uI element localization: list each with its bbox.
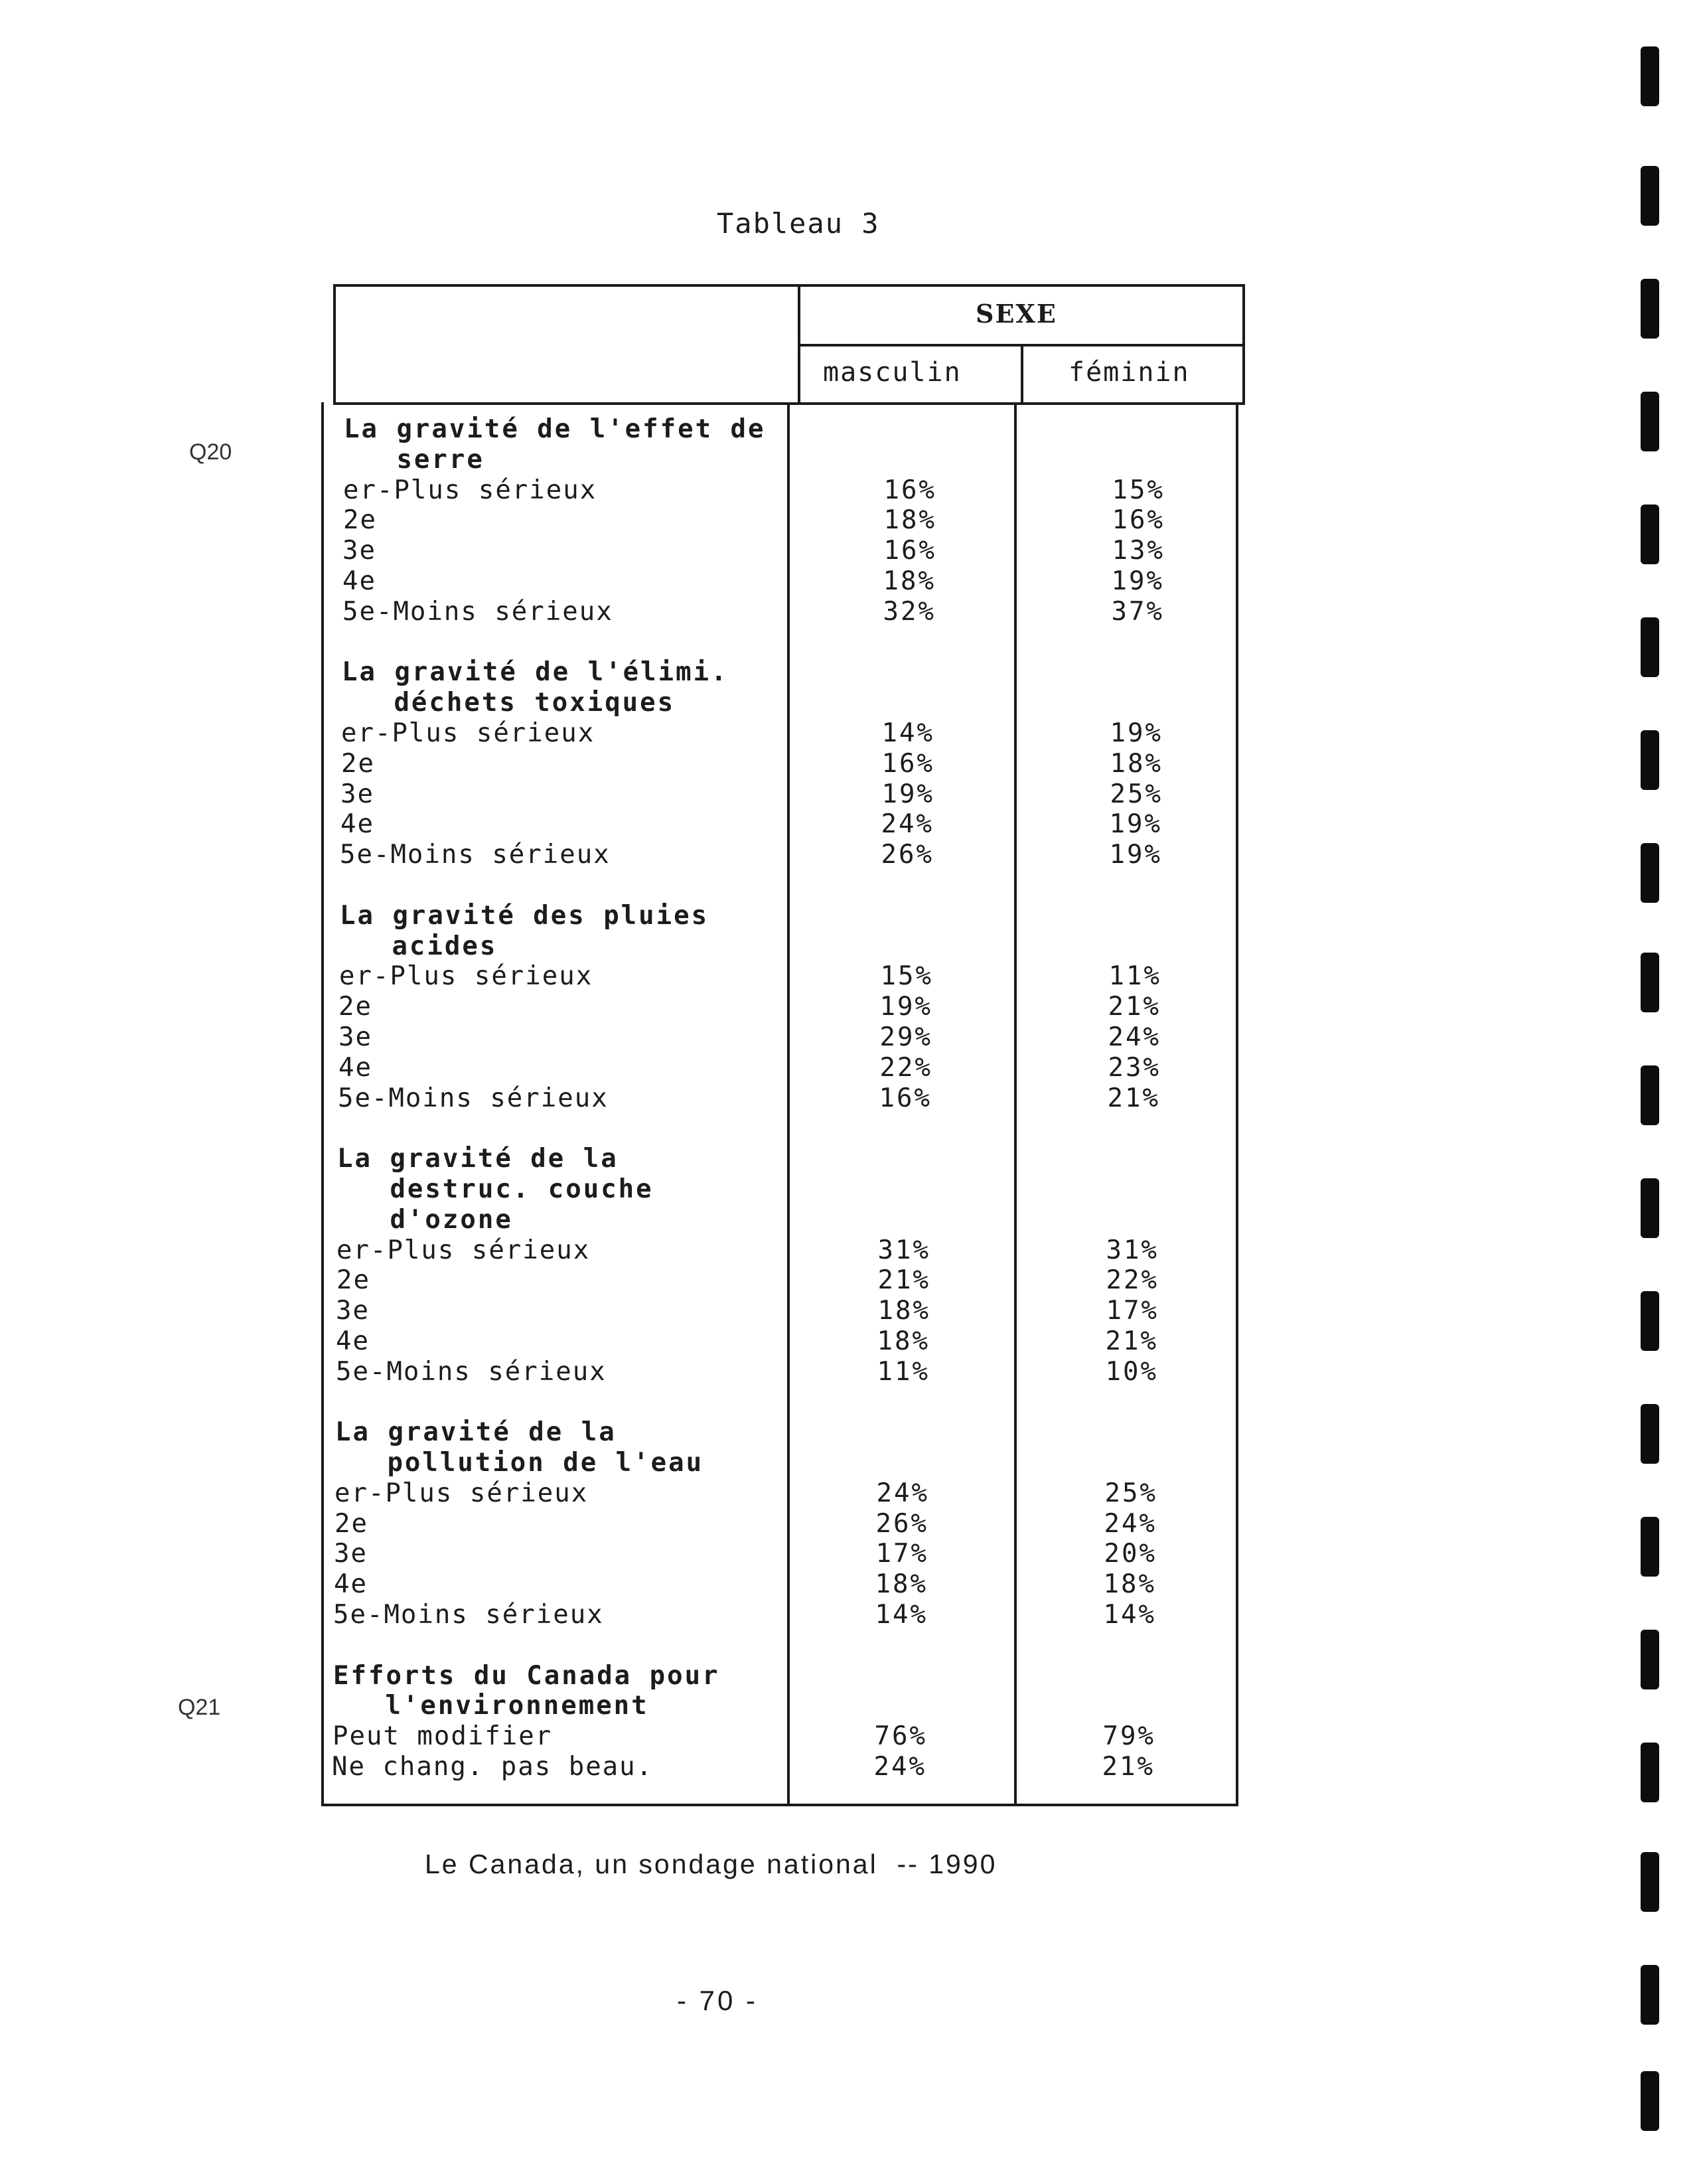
row-label: 4e	[336, 1326, 370, 1356]
cell-feminin: 21%	[1108, 992, 1161, 1022]
table-row	[0, 505, 1697, 536]
row-label: er-Plus sérieux	[343, 475, 597, 505]
row-label: 3e	[336, 1296, 370, 1326]
binder-hole-mark	[1641, 1852, 1659, 1912]
question-text: La gravité de l'élimi.	[342, 657, 729, 688]
table-row	[0, 1265, 1697, 1296]
page-number: - 70 -	[677, 1985, 759, 2016]
table-row	[0, 779, 1697, 810]
cell-feminin: 21%	[1102, 1752, 1155, 1782]
table-row	[0, 1539, 1697, 1569]
row-label: Ne chang. pas beau.	[332, 1752, 654, 1782]
question-row	[0, 1691, 1697, 1721]
row-label: 3e	[340, 779, 374, 809]
cell-feminin: 31%	[1106, 1235, 1159, 1265]
question-text: l'environnement	[332, 1691, 649, 1721]
table-row	[0, 1752, 1697, 1782]
row-label: 2e	[334, 1508, 368, 1539]
binder-hole-mark	[1641, 505, 1659, 564]
footer-caption: Le Canada, un sondage national -- 1990	[425, 1849, 997, 1879]
cell-masculin: 15%	[880, 961, 933, 992]
cell-feminin: 24%	[1108, 1022, 1161, 1052]
question-text: La gravité de la	[335, 1417, 617, 1448]
cell-feminin: 24%	[1104, 1508, 1157, 1539]
cell-masculin: 11%	[877, 1356, 930, 1387]
table-bottom-border	[321, 1804, 1238, 1806]
table-row	[0, 475, 1697, 506]
cell-feminin: 18%	[1103, 1569, 1156, 1600]
row-spacer	[0, 1630, 1697, 1661]
question-text: La gravité de la	[337, 1144, 619, 1174]
row-spacer	[0, 627, 1697, 658]
cell-masculin: 17%	[875, 1539, 928, 1569]
cell-feminin: 21%	[1105, 1326, 1158, 1356]
cell-feminin: 21%	[1107, 1083, 1160, 1113]
binder-hole-mark	[1641, 46, 1659, 106]
binder-hole-mark	[1641, 1404, 1659, 1464]
cell-masculin: 24%	[876, 1478, 929, 1508]
cell-masculin: 26%	[875, 1508, 928, 1539]
binder-hole-mark	[1641, 1965, 1659, 2025]
question-label-q21: Q21	[178, 1695, 221, 1720]
question-row	[0, 1417, 1697, 1448]
row-label: Peut modifier	[332, 1721, 553, 1752]
cell-masculin: 21%	[877, 1265, 930, 1296]
table-row	[0, 1357, 1697, 1387]
binder-hole-mark	[1641, 166, 1659, 226]
cell-masculin: 16%	[883, 536, 936, 566]
row-label: 2e	[336, 1265, 370, 1296]
table-row	[0, 1569, 1697, 1600]
cell-feminin: 18%	[1110, 748, 1163, 779]
cell-masculin: 32%	[883, 596, 936, 627]
cell-masculin: 24%	[873, 1752, 926, 1782]
cell-feminin: 25%	[1110, 779, 1163, 809]
table-row	[0, 1083, 1697, 1114]
row-spacer	[0, 870, 1697, 901]
cell-feminin: 17%	[1106, 1296, 1159, 1326]
row-label: 4e	[342, 566, 376, 596]
col-divider-2-top	[1021, 344, 1023, 405]
binder-hole-mark	[1641, 843, 1659, 903]
binder-hole-mark	[1641, 617, 1659, 677]
question-row	[0, 1144, 1697, 1174]
cell-feminin: 79%	[1102, 1721, 1155, 1752]
question-label-q20: Q20	[189, 439, 232, 465]
question-row	[0, 931, 1697, 962]
cell-masculin: 26%	[881, 840, 934, 870]
question-text: acides	[339, 931, 498, 961]
cell-masculin: 29%	[879, 1022, 932, 1052]
row-label: 3e	[342, 536, 376, 566]
cell-feminin: 14%	[1103, 1600, 1156, 1630]
question-row	[0, 901, 1697, 931]
cell-masculin: 18%	[877, 1326, 930, 1356]
row-label: 5e-Moins sérieux	[333, 1600, 604, 1630]
cell-feminin: 19%	[1109, 809, 1162, 840]
question-text: destruc. couche	[337, 1174, 654, 1204]
cell-feminin: 19%	[1111, 566, 1164, 596]
table-row	[0, 1600, 1697, 1630]
binder-hole-mark	[1641, 1291, 1659, 1351]
row-label: 5e-Moins sérieux	[340, 840, 611, 870]
table-row	[0, 1509, 1697, 1539]
cell-masculin: 19%	[879, 992, 932, 1022]
row-label: 4e	[334, 1569, 368, 1600]
row-label: 4e	[340, 809, 374, 840]
table-row	[0, 749, 1697, 779]
row-label: 2e	[343, 505, 377, 536]
row-label: 5e-Moins sérieux	[336, 1356, 607, 1387]
cell-masculin: 19%	[881, 779, 934, 809]
question-text: serre	[344, 444, 484, 475]
column-header-masculin: masculin	[823, 357, 962, 388]
question-row	[0, 1661, 1697, 1691]
table-row	[0, 1721, 1697, 1752]
cell-masculin: 31%	[877, 1235, 930, 1265]
col-divider-1-top	[798, 284, 800, 405]
cell-feminin: 25%	[1104, 1478, 1157, 1508]
binder-hole-mark	[1641, 730, 1659, 790]
cell-feminin: 13%	[1112, 536, 1165, 566]
table-row	[0, 840, 1697, 870]
row-label: 5e-Moins sérieux	[338, 1083, 609, 1113]
table-row	[0, 536, 1697, 566]
cell-masculin: 22%	[879, 1052, 932, 1083]
table-row	[0, 566, 1697, 597]
binder-hole-mark	[1641, 1065, 1659, 1125]
cell-feminin: 19%	[1110, 718, 1163, 748]
cell-masculin: 16%	[879, 1083, 932, 1113]
question-row	[0, 657, 1697, 688]
table-top-border	[333, 284, 1245, 287]
cell-masculin: 18%	[877, 1296, 930, 1326]
binder-hole-mark	[1641, 279, 1659, 339]
cell-masculin: 24%	[881, 809, 934, 840]
cell-masculin: 14%	[881, 718, 934, 748]
table-row	[0, 1053, 1697, 1083]
cell-feminin: 37%	[1111, 596, 1164, 627]
row-label: er-Plus sérieux	[339, 961, 593, 992]
question-text: La gravité des pluies	[340, 900, 709, 931]
question-row	[0, 445, 1697, 475]
binder-hole-mark	[1641, 392, 1659, 451]
question-row	[0, 1448, 1697, 1478]
cell-feminin: 16%	[1112, 505, 1165, 536]
cell-feminin: 19%	[1109, 840, 1162, 870]
table-row	[0, 809, 1697, 840]
question-text: La gravité de l'effet de	[344, 414, 766, 444]
table-row	[0, 718, 1697, 749]
cell-feminin: 15%	[1112, 475, 1165, 505]
table-row	[0, 1326, 1697, 1357]
question-text: pollution de l'eau	[334, 1448, 704, 1478]
row-label: 2e	[341, 748, 375, 779]
group-header-sexe: SEXE	[976, 299, 1057, 329]
cell-masculin: 76%	[874, 1721, 927, 1752]
cell-feminin: 20%	[1104, 1539, 1157, 1569]
column-header-feminin: féminin	[1069, 357, 1190, 388]
row-label: er-Plus sérieux	[341, 718, 595, 748]
question-row	[0, 1174, 1697, 1205]
question-text: Efforts du Canada pour	[333, 1660, 720, 1691]
binder-hole-mark	[1641, 1743, 1659, 1802]
table-row	[0, 1296, 1697, 1326]
table-row	[0, 1478, 1697, 1509]
row-label: 2e	[338, 992, 372, 1022]
row-label: 3e	[338, 1022, 372, 1052]
cell-masculin: 14%	[875, 1600, 928, 1630]
right-border-top	[1242, 284, 1245, 405]
cell-masculin: 16%	[881, 748, 934, 779]
cell-feminin: 23%	[1108, 1052, 1161, 1083]
question-row	[0, 1205, 1697, 1235]
cell-feminin: 11%	[1108, 961, 1161, 992]
row-label: 5e-Moins sérieux	[342, 596, 613, 627]
row-label: er-Plus sérieux	[336, 1235, 591, 1265]
question-text: déchets toxiques	[341, 688, 676, 718]
binder-hole-mark	[1641, 1630, 1659, 1689]
binder-hole-mark	[1641, 2071, 1659, 2131]
row-spacer	[0, 1387, 1697, 1418]
cell-masculin: 16%	[883, 475, 936, 505]
cell-masculin: 18%	[875, 1569, 928, 1600]
question-text: d'ozone	[337, 1204, 513, 1235]
left-border-top	[333, 284, 336, 405]
table-title: Tableau 3	[717, 207, 880, 240]
binder-hole-mark	[1641, 1178, 1659, 1238]
cell-masculin: 18%	[883, 505, 936, 536]
question-row	[0, 688, 1697, 718]
table-row	[0, 1235, 1697, 1266]
binder-hole-mark	[1641, 953, 1659, 1012]
binder-hole-mark	[1641, 1517, 1659, 1577]
table-body	[0, 414, 1697, 1782]
row-label: er-Plus sérieux	[334, 1478, 589, 1508]
table-row	[0, 961, 1697, 992]
cell-feminin: 10%	[1105, 1356, 1158, 1387]
table-row	[0, 992, 1697, 1022]
cell-feminin: 22%	[1106, 1265, 1159, 1296]
row-label: 4e	[338, 1052, 372, 1083]
row-spacer	[0, 1113, 1697, 1144]
table-row	[0, 597, 1697, 627]
row-label: 3e	[334, 1539, 368, 1569]
table-row	[0, 1022, 1697, 1053]
question-row	[0, 414, 1697, 445]
cell-masculin: 18%	[883, 566, 936, 596]
